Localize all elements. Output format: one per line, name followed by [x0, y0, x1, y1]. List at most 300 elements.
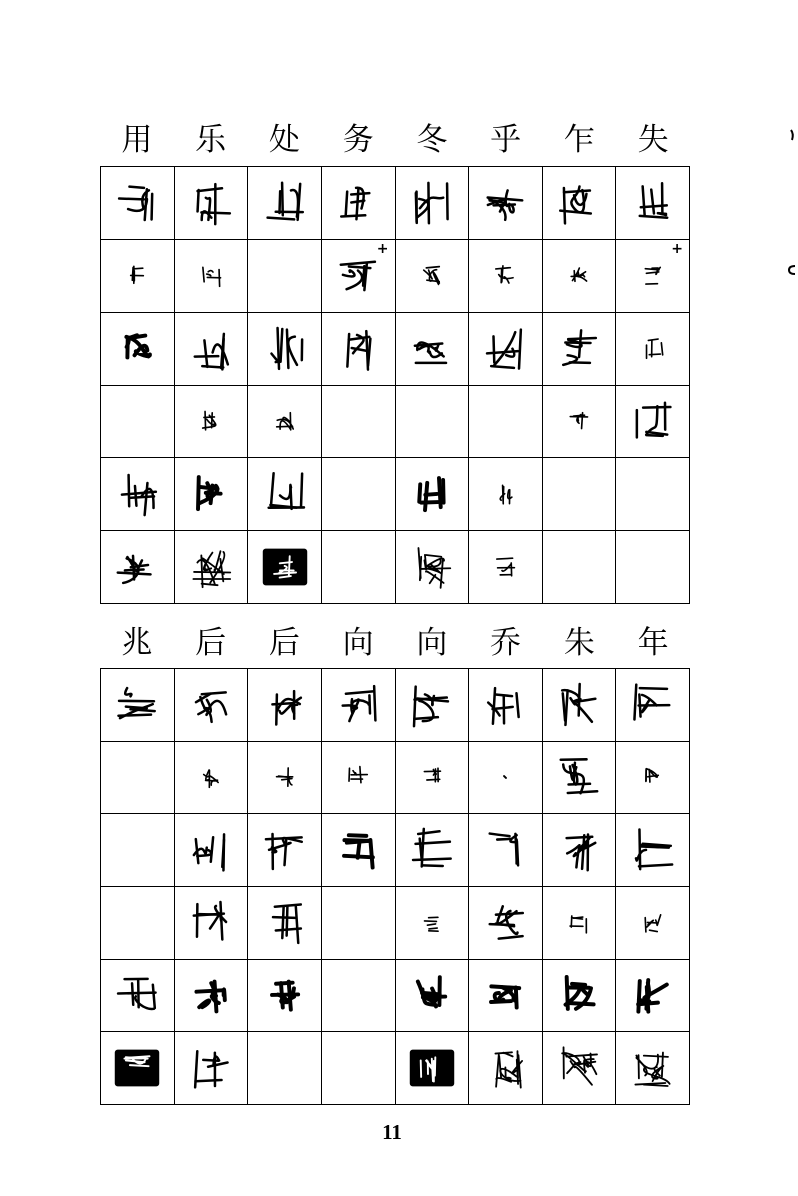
- glyph-stroke: [646, 407, 657, 436]
- table-cell: [616, 814, 690, 887]
- table-cell: [101, 669, 175, 742]
- glyph-stroke: [135, 486, 136, 506]
- glyph-stroke: [130, 1065, 149, 1066]
- ancient-glyph-icon: [182, 894, 240, 952]
- table-cell: [616, 458, 690, 531]
- glyph-stroke: [152, 194, 153, 220]
- glyph-stroke: [420, 839, 422, 861]
- glyph-stroke: [125, 688, 131, 696]
- glyph-stroke: [429, 928, 437, 929]
- scan-artifact: [788, 128, 796, 142]
- glyph-stroke: [490, 834, 510, 837]
- glyph-stroke: [129, 475, 130, 506]
- glyph-stroke: [568, 338, 596, 339]
- glyph-stroke: [346, 691, 373, 693]
- glyph-stroke: [497, 558, 513, 559]
- glyph-stroke: [349, 835, 367, 836]
- ancient-glyph-icon: [329, 676, 387, 734]
- table-cell: [248, 814, 322, 887]
- ancient-glyph-icon: [624, 392, 682, 450]
- glyph-stroke: [504, 777, 506, 779]
- scan-artifact: [787, 263, 797, 277]
- glyph-stroke: [416, 193, 417, 223]
- table-cell: [396, 167, 470, 240]
- ancient-glyph-icon: [182, 247, 240, 305]
- glyph-stroke: [424, 921, 436, 922]
- glyph-stroke: [506, 1068, 511, 1079]
- glyph-stroke: [133, 556, 134, 580]
- glyph-stroke: [122, 492, 156, 495]
- glyph-stroke: [426, 555, 441, 557]
- ancient-glyph-icon: [108, 966, 166, 1024]
- table-cell: [469, 240, 543, 313]
- table-cell: [543, 313, 617, 386]
- ancient-glyph-icon: [624, 894, 682, 952]
- table-cell: [469, 313, 543, 386]
- table-cell: [175, 240, 249, 313]
- ancient-glyph-icon: [550, 392, 608, 450]
- table-cell: [101, 742, 175, 815]
- glyph-stroke: [649, 354, 660, 355]
- ancient-glyph-icon: [256, 821, 314, 879]
- glyph-stroke: [427, 780, 440, 781]
- glyph-stroke: [648, 339, 658, 340]
- table-cell: [248, 531, 322, 604]
- glyph-stroke: [199, 487, 218, 489]
- table-cell: [101, 1032, 175, 1105]
- table-cell: [101, 458, 175, 531]
- table-cell: [248, 887, 322, 960]
- table-cell: [248, 386, 322, 459]
- table-cell: [322, 531, 396, 604]
- glyph-stroke: [572, 984, 585, 985]
- ancient-glyph-icon: [256, 174, 314, 232]
- page-number: 11: [382, 1120, 402, 1144]
- column-header-character: 兆: [121, 624, 153, 661]
- table-cell: [469, 458, 543, 531]
- glyph-stroke: [517, 693, 519, 717]
- table-cell: [396, 458, 470, 531]
- glyph-stroke: [497, 1055, 500, 1087]
- ancient-glyph-icon: [476, 748, 534, 806]
- glyph-stroke: [425, 483, 427, 510]
- ancient-glyph-icon: [256, 966, 314, 1024]
- ancient-glyph-icon: [182, 538, 240, 596]
- table-cell: [248, 1032, 322, 1105]
- ancient-glyph-icon: [182, 748, 240, 806]
- glyph-stroke: [639, 216, 666, 218]
- glyph-stroke: [343, 270, 355, 276]
- ancient-glyph-icon: [403, 821, 461, 879]
- table-cell: [248, 742, 322, 815]
- glyph-stroke: [118, 993, 156, 994]
- glyph-stroke: [647, 920, 653, 927]
- glyph-stroke: [346, 191, 347, 214]
- glyph-stroke: [582, 835, 584, 869]
- glyph-frame: [115, 1050, 159, 1087]
- glyph-stroke: [203, 1060, 218, 1061]
- column-header-character: 乔: [490, 624, 522, 661]
- column-header-character: 乎: [490, 121, 522, 158]
- glyph-stroke: [567, 1067, 573, 1073]
- glyph-stroke: [272, 703, 293, 704]
- glyph-stroke: [280, 486, 291, 499]
- column-header-character: 用: [121, 121, 153, 158]
- table-cell: [175, 313, 249, 386]
- glyph-stroke: [118, 573, 151, 575]
- glyph-stroke: [363, 266, 364, 285]
- ancient-glyph-icon: [476, 538, 534, 596]
- glyph-stroke: [423, 866, 443, 867]
- ancient-glyph-icon: [403, 966, 461, 1024]
- table-cell: [101, 887, 175, 960]
- table-cell: [543, 1032, 617, 1105]
- glyph-stroke: [271, 353, 278, 361]
- table-cell: [396, 313, 470, 386]
- table-cell: [175, 167, 249, 240]
- ancient-glyph-icon: [403, 894, 461, 952]
- glyph-table: [100, 668, 690, 1105]
- glyph-stroke: [281, 779, 291, 780]
- table-cell: [616, 167, 690, 240]
- ancient-glyph-icon: [550, 174, 608, 232]
- ancient-glyph-icon: [182, 465, 240, 523]
- glyph-stroke: [427, 924, 435, 925]
- table-cell: [322, 458, 396, 531]
- glyph-stroke: [207, 274, 211, 276]
- glyph-stroke: [198, 188, 222, 191]
- glyph-stroke: [640, 688, 667, 689]
- glyph-stroke: [574, 699, 595, 702]
- table-cell: [469, 960, 543, 1033]
- glyph-stroke: [439, 478, 441, 507]
- table-cell: [101, 814, 175, 887]
- ancient-glyph-icon: [256, 748, 314, 806]
- column-header-character: 失: [637, 121, 669, 158]
- ancient-glyph-icon: [550, 894, 608, 952]
- table-cell: [175, 887, 249, 960]
- ancient-glyph-icon: [182, 1039, 240, 1097]
- table-cell: [322, 887, 396, 960]
- glyph-stroke: [286, 906, 287, 936]
- glyph-stroke: [201, 212, 229, 213]
- glyph-stroke: [199, 1001, 209, 1008]
- glyph-stroke: [646, 988, 648, 1012]
- column-header-character: 向: [342, 624, 374, 661]
- glyph-stroke: [153, 985, 155, 1008]
- ancient-glyph-icon: [108, 320, 166, 378]
- ancient-glyph-icon: [108, 538, 166, 596]
- table-cell: [175, 742, 249, 815]
- table-cell: [616, 887, 690, 960]
- ancient-glyph-icon: [476, 821, 534, 879]
- glyph-stroke: [211, 486, 213, 504]
- table-cell: [616, 1032, 690, 1105]
- glyph-stroke: [564, 188, 565, 223]
- glyph-stroke: [288, 556, 289, 576]
- glyph-stroke: [198, 190, 199, 211]
- ancient-glyph-icon: [256, 320, 314, 378]
- glyph-stroke: [516, 988, 517, 1008]
- glyph-stroke: [498, 839, 512, 840]
- glyph-stroke: [194, 572, 230, 573]
- table-cell: [616, 313, 690, 386]
- table-cell: [543, 458, 617, 531]
- glyph-stroke: [205, 412, 206, 430]
- glyph-stroke: [414, 686, 416, 726]
- table-cell: [616, 386, 690, 459]
- glyph-stroke: [517, 841, 518, 865]
- glyph-stroke: [413, 859, 451, 860]
- ancient-glyph-icon: [550, 748, 608, 806]
- glyph-stroke: [273, 917, 295, 918]
- glyph-stroke: [145, 483, 148, 515]
- glyph-stroke: [267, 218, 294, 220]
- glyph-stroke: [345, 840, 370, 841]
- glyph-stroke: [418, 831, 439, 834]
- table-cell: [469, 742, 543, 815]
- table-cell: [616, 742, 690, 815]
- supplement-mark: +: [376, 240, 389, 257]
- glyph-stroke: [419, 346, 428, 352]
- glyph-stroke: [494, 204, 515, 205]
- glyph-stroke: [658, 213, 666, 215]
- ancient-glyph-icon: [550, 1039, 608, 1097]
- glyph-stroke: [128, 199, 147, 211]
- ancient-glyph-icon: [624, 821, 682, 879]
- table-cell: [175, 386, 249, 459]
- table-cell: [322, 814, 396, 887]
- table-cell: [322, 1032, 396, 1105]
- table-cell: [322, 742, 396, 815]
- glyph-stroke: [119, 714, 152, 715]
- glyph-stroke: [645, 917, 646, 931]
- table-cell: [175, 814, 249, 887]
- column-header-character: 乍: [563, 121, 595, 158]
- table-cell: [248, 240, 322, 313]
- glyph-stroke: [582, 413, 583, 429]
- glyph-stroke: [644, 1056, 668, 1057]
- glyph-stroke: [223, 834, 224, 870]
- ancient-glyph-icon: [624, 320, 682, 378]
- column-header-character: 冬: [416, 121, 448, 158]
- glyph-stroke: [341, 215, 365, 216]
- glyph-stroke: [125, 570, 144, 571]
- table-cell: [616, 240, 690, 313]
- ancient-glyph-icon: [403, 174, 461, 232]
- column-header-character: 乐: [195, 121, 227, 158]
- ancient-glyph-icon: [550, 821, 608, 879]
- glyph-stroke: [433, 272, 439, 284]
- glyph-stroke: [204, 340, 207, 366]
- ancient-glyph-icon: [256, 894, 314, 952]
- glyph-stroke: [639, 865, 672, 867]
- ancient-glyph-icon: [550, 247, 608, 305]
- ancient-glyph-icon: [182, 966, 240, 1024]
- table-cell: [175, 960, 249, 1033]
- glyph-stroke: [130, 497, 155, 498]
- glyph-stroke: [132, 335, 146, 337]
- ancient-glyph-icon: [256, 538, 314, 596]
- ancient-glyph-icon: [108, 676, 166, 734]
- glyph-stroke: [195, 1080, 221, 1081]
- ancient-glyph-icon: [329, 174, 387, 232]
- table-cell: [543, 814, 617, 887]
- table-cell: [543, 742, 617, 815]
- table-cell: [175, 458, 249, 531]
- table-cell: [322, 960, 396, 1033]
- glyph-stroke: [126, 706, 147, 708]
- table-cell: [543, 240, 617, 313]
- glyph-stroke: [284, 839, 286, 865]
- glyph-stroke: [496, 913, 523, 915]
- glyph-stroke: [297, 184, 300, 220]
- glyph-stroke: [130, 187, 144, 188]
- glyph-stroke: [288, 336, 297, 364]
- ancient-glyph-icon: [329, 821, 387, 879]
- ancient-glyph-icon: [256, 676, 314, 734]
- column-header-character: 朱: [563, 624, 595, 661]
- ancient-glyph-icon: [108, 247, 166, 305]
- glyph-stroke: [500, 1056, 502, 1078]
- ancient-glyph-icon: [476, 247, 534, 305]
- glyph-stroke: [282, 906, 283, 938]
- ancient-glyph-icon: [329, 748, 387, 806]
- ancient-glyph-icon: [624, 1039, 682, 1097]
- glyph-stroke: [419, 485, 420, 502]
- glyph-stroke: [279, 191, 280, 213]
- ancient-glyph-icon: [182, 821, 240, 879]
- glyph-stroke: [358, 843, 360, 858]
- glyph-stroke: [646, 436, 662, 437]
- table-cell: [543, 960, 617, 1033]
- glyph-stroke: [341, 262, 375, 265]
- table-cell: [616, 669, 690, 742]
- glyph-stroke: [490, 924, 514, 925]
- ancient-glyph-icon: [182, 676, 240, 734]
- glyph-stroke: [371, 840, 373, 868]
- glyph-stroke: [208, 1063, 227, 1067]
- table-cell: [322, 669, 396, 742]
- glyph-stroke: [119, 198, 144, 199]
- table-cell: [248, 458, 322, 531]
- column-header-character: 后: [195, 624, 227, 661]
- glyph-stroke: [196, 991, 222, 992]
- table-cell: [469, 887, 543, 960]
- glyph-stroke: [367, 331, 369, 369]
- ancient-glyph-icon: [329, 320, 387, 378]
- table-cell: [248, 313, 322, 386]
- table-cell: [101, 531, 175, 604]
- table-cell: [469, 167, 543, 240]
- table-cell: [396, 742, 470, 815]
- glyph-stroke: [213, 344, 228, 364]
- ancient-glyph-icon: [550, 676, 608, 734]
- ancient-glyph-icon: [550, 320, 608, 378]
- ancient-glyph-icon: [182, 320, 240, 378]
- glyph-stroke: [635, 1083, 665, 1085]
- glyph-stroke: [211, 837, 213, 862]
- glyph-stroke: [270, 474, 273, 508]
- column-header-row: [100, 118, 690, 162]
- supplement-mark: +: [671, 240, 683, 257]
- table-cell: [248, 669, 322, 742]
- table-cell: [396, 960, 470, 1033]
- table-cell: [101, 313, 175, 386]
- column-header-character: 向: [416, 624, 448, 661]
- table-cell: [175, 1032, 249, 1105]
- glyph-stroke: [203, 267, 204, 282]
- glyph-stroke: [295, 906, 297, 942]
- glyph-stroke: [661, 342, 662, 354]
- table-cell: [396, 1032, 470, 1105]
- table-cell: [543, 386, 617, 459]
- glyph-stroke: [569, 784, 590, 785]
- table-cell: [616, 531, 690, 604]
- table-cell: [175, 669, 249, 742]
- glyph-stroke: [349, 266, 370, 268]
- glyph-table: [100, 166, 690, 604]
- table-cell: [396, 240, 470, 313]
- column-header-row: [100, 621, 690, 665]
- ancient-glyph-icon: [624, 966, 682, 1024]
- glyph-stroke: [642, 186, 644, 215]
- table-cell: [396, 531, 470, 604]
- glyph-stroke: [208, 270, 213, 271]
- table-cell: [543, 887, 617, 960]
- glyph-stroke: [423, 997, 445, 998]
- glyph-stroke: [651, 190, 654, 214]
- table-cell: [175, 531, 249, 604]
- glyph-stroke: [496, 267, 510, 268]
- glyph-stroke: [496, 1052, 513, 1053]
- glyph-stroke: [374, 686, 375, 720]
- ancient-glyph-icon: [403, 538, 461, 596]
- ancient-glyph-icon: [108, 1039, 166, 1097]
- table-cell: [248, 960, 322, 1033]
- ancient-glyph-icon: [182, 392, 240, 450]
- table-cell: [469, 531, 543, 604]
- glyph-stroke: [280, 329, 282, 362]
- table-cell: [543, 669, 617, 742]
- ancient-glyph-icon: [403, 748, 461, 806]
- table-cell: [101, 386, 175, 459]
- glyph-stroke: [566, 690, 568, 725]
- table-cell: [469, 814, 543, 887]
- ancient-glyph-icon: [403, 1039, 461, 1097]
- glyph-stroke: [494, 336, 495, 362]
- glyph-stroke: [426, 266, 439, 267]
- ancient-glyph-icon: [476, 894, 534, 952]
- ancient-glyph-icon: [476, 320, 534, 378]
- table-cell: [469, 1032, 543, 1105]
- table-cell: [101, 167, 175, 240]
- glyph-stroke: [634, 684, 636, 719]
- glyph-stroke: [202, 692, 226, 694]
- ancient-glyph-icon: [624, 676, 682, 734]
- ancient-glyph-icon: [256, 392, 314, 450]
- table-cell: [396, 386, 470, 459]
- table-cell: [322, 313, 396, 386]
- ancient-glyph-icon: [476, 966, 534, 1024]
- glyph-stroke: [499, 936, 523, 939]
- glyph-stroke: [644, 1085, 668, 1086]
- glyph-stroke: [570, 362, 590, 363]
- ancient-glyph-icon: [476, 174, 534, 232]
- glyph-stroke: [212, 413, 213, 428]
- glyph-stroke: [643, 407, 670, 408]
- table-cell: [101, 240, 175, 313]
